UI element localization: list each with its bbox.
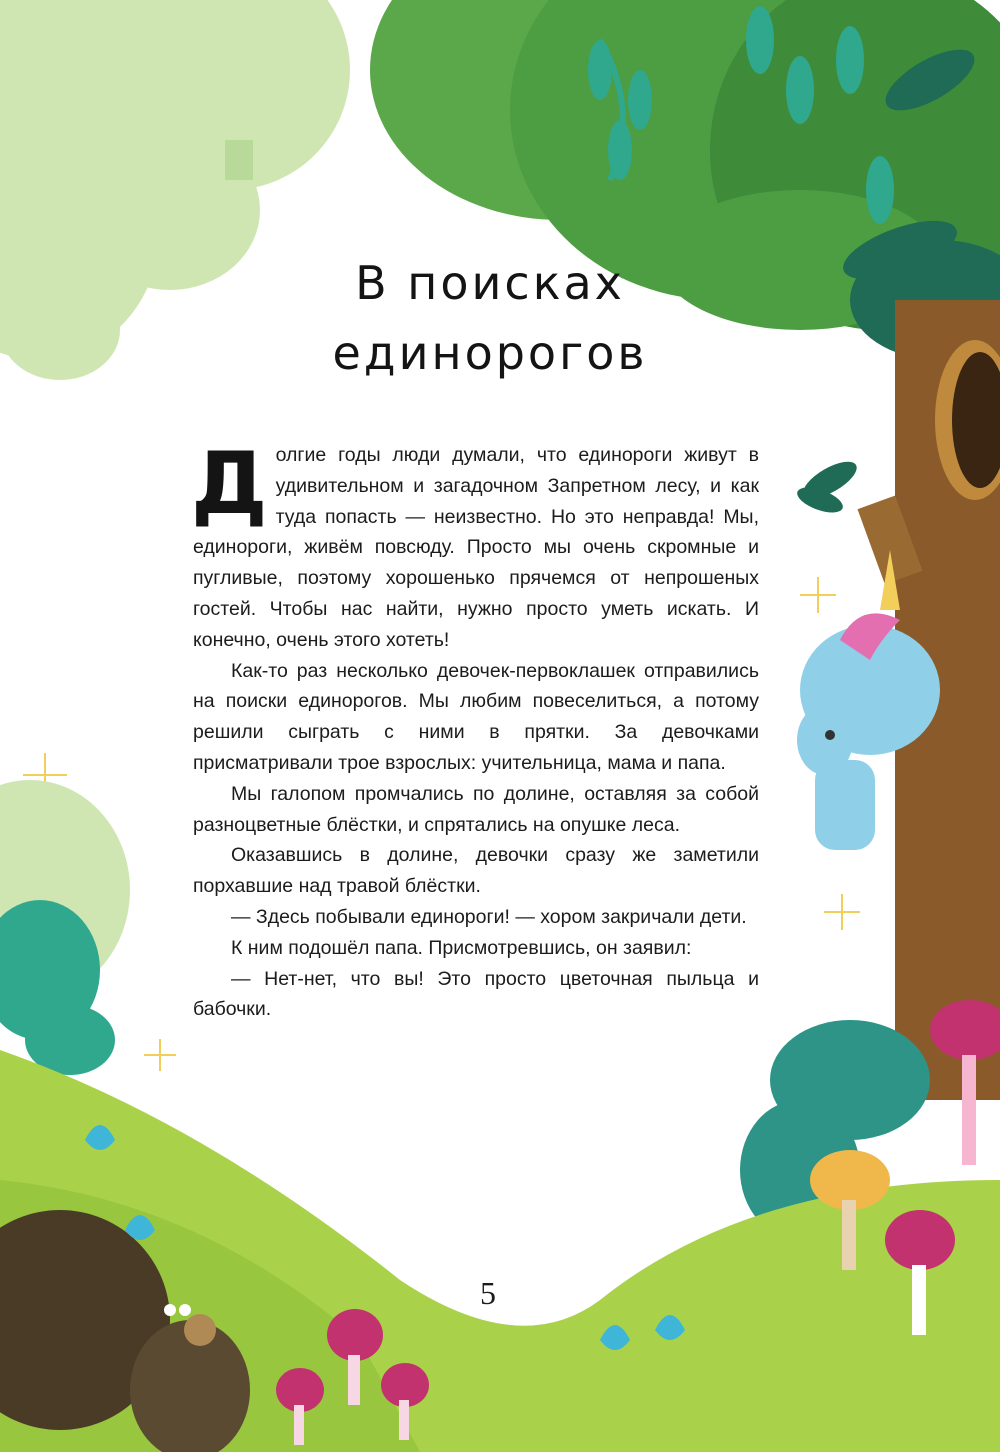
page-title xyxy=(250,248,730,388)
paragraph-6: К ним подошёл папа. Присмотревшись, он заявил: xyxy=(231,936,692,959)
page-number: 5 xyxy=(480,1275,496,1311)
paragraph-5: — Здесь побывали единороги! — хором закричали дети. xyxy=(231,905,747,928)
paragraph-3: Мы галопом промчались по долине, оставляя за собой разноцветные блёстки, и спрятались на опушке леса. xyxy=(193,782,759,836)
paragraph-2: Как-то раз несколько девочек-первоклашек отправились на поиски единорогов. Мы любим повеселиться, а потому решили сыграть с ними в прятки. За девочками присматривали трое взрослых: учительница, мама и папа. xyxy=(193,659,759,774)
leaf-sprig-icon xyxy=(794,455,862,518)
paragraph-1-text: олгие годы люди думали, что единороги живут в удивительном и загадочном Запретном лесу, и как туда попасть — неизвестно. Но это неправда! Мы, единороги, живём повсюду. Просто мы очень скромные и пугливые, поэтому хорошенько прячемся от непрошеных гостей. Чтобы нас найти, нужно просто уметь искать. И конечно, очень этого хотеть! xyxy=(193,444,759,651)
title-line-2: единорогов xyxy=(332,326,648,380)
title-line-1: В поисках xyxy=(355,256,625,310)
pale-tree-trunk xyxy=(225,140,253,180)
paragraph-7: — Нет-нет, что вы! Это просто цветочная пыльца и бабочки. xyxy=(193,967,759,1021)
story-text xyxy=(191,434,759,1025)
paragraph-1 xyxy=(191,434,759,656)
paragraph-4: Оказавшись в долине, девочки сразу же заметили порхавшие над травой блёстки. xyxy=(193,844,759,898)
drop-cap: Д xyxy=(191,434,268,534)
